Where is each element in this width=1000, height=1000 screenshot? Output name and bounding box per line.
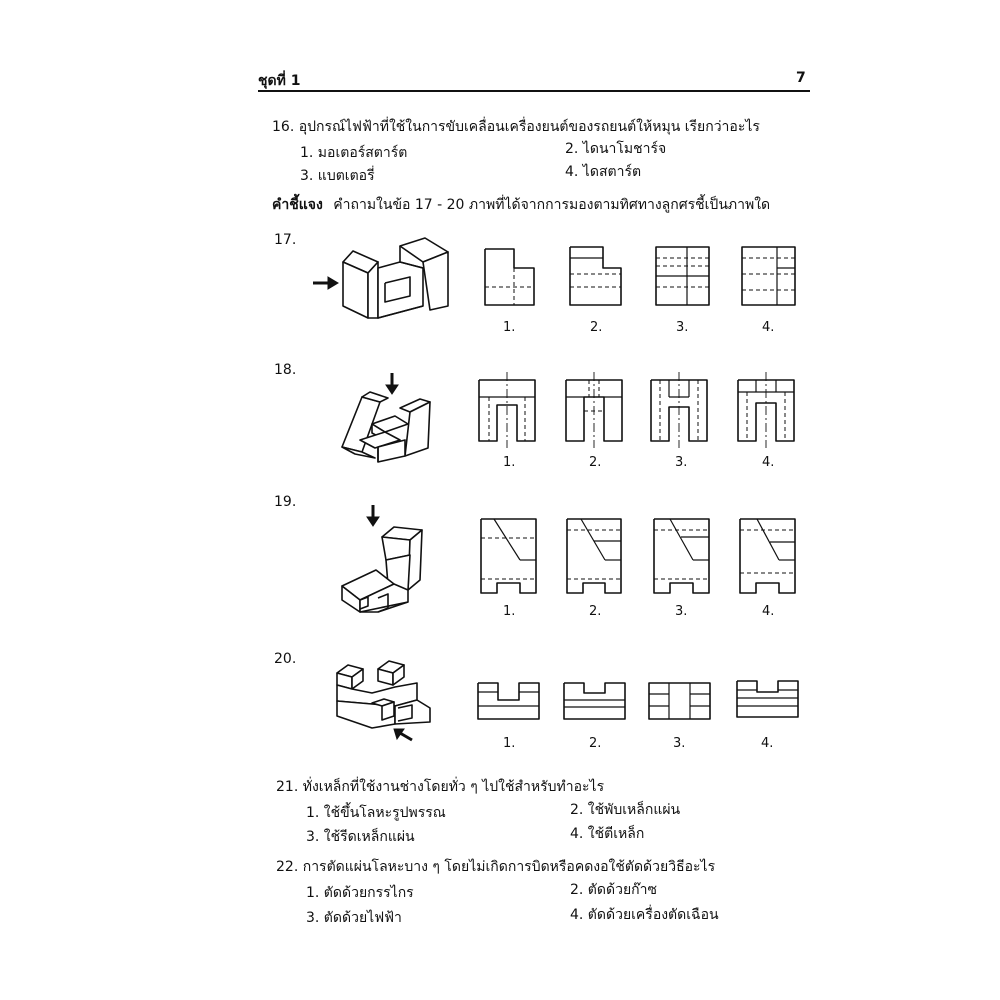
q18-choice-2: 2.: [589, 455, 602, 470]
q17-choice-4-drawing: [742, 247, 795, 305]
q19-choice-1: 1.: [503, 604, 516, 619]
q18-isometric-object: [342, 392, 430, 462]
q22-option-2: 2. ตัดด้วยก๊าซ: [570, 882, 657, 898]
q17-number: 17.: [274, 232, 297, 248]
q17-choice-1: 1.: [503, 320, 516, 335]
q21-option-4: 4. ใช้ตีเหล็ก: [570, 826, 645, 842]
q20-choice-2-drawing: [564, 683, 625, 719]
q19-choice-1-drawing: [481, 519, 536, 593]
q19-isometric-object: [342, 527, 422, 612]
q20-choice-4: 4.: [761, 736, 774, 751]
q18-choice-4: 4.: [762, 455, 775, 470]
q16-option-3: 3. แบตเตอรี่: [300, 168, 375, 184]
q21-stem: 21. ทั่งเหล็กที่ใช้งานช่างโดยทั่ว ๆ ไปใช้สำหรับทำอะไร: [276, 779, 605, 795]
q20-choice-3-drawing: [649, 683, 710, 719]
q19-number: 19.: [274, 494, 297, 510]
q17-choice-2: 2.: [590, 320, 603, 335]
arrow-down-icon: [386, 373, 398, 394]
q19-choice-3-drawing: [654, 519, 709, 593]
q17-choice-4: 4.: [762, 320, 775, 335]
q16-option-4: 4. ไดสตาร์ต: [565, 164, 642, 180]
q17-choice-2-drawing: [570, 247, 621, 305]
q16-option-2: 2. ไดนาโมชาร์จ: [565, 141, 667, 157]
q17-choice-3: 3.: [676, 320, 689, 335]
q21-option-3: 3. ใช้รีดเหล็กแผ่น: [306, 829, 415, 845]
q19-choice-3: 3.: [675, 604, 688, 619]
instruction-label: คำชี้แจง: [272, 197, 323, 213]
q20-isometric-object: [337, 661, 430, 728]
instruction-text: คำถามในข้อ 17 - 20 ภาพที่ได้จากการมองตามทิศทางลูกศรชี้เป็นภาพใด: [333, 197, 771, 213]
q19-choice-4-drawing: [740, 519, 795, 593]
q16-stem: 16. อุปกรณ์ไฟฟ้าที่ใช้ในการขับเคลื่อนเครื่องยนต์ของรถยนต์ให้หมุน เรียกว่าอะไร: [272, 119, 760, 135]
arrow-diagonal-icon: [394, 729, 412, 740]
q19-choice-2-drawing: [567, 519, 621, 593]
q16-option-1: 1. มอเตอร์สตาร์ต: [300, 145, 408, 161]
q21-option-2: 2. ใช้พับเหล็กแผ่น: [570, 802, 681, 818]
q19-choice-4: 4.: [762, 604, 775, 619]
set-label: ชุดที่ 1: [258, 73, 301, 89]
page-number: 7: [796, 70, 806, 86]
q20-choice-1: 1.: [503, 736, 516, 751]
q18-choice-4-drawing: [738, 372, 794, 448]
q17-isometric-object: [343, 238, 448, 318]
arrow-down-icon: [367, 505, 379, 526]
arrow-right-icon: [313, 277, 338, 289]
q18-choice-1: 1.: [503, 455, 516, 470]
q17-choice-3-drawing: [656, 247, 709, 305]
q18-choice-1-drawing: [479, 372, 535, 448]
q20-choice-2: 2.: [589, 736, 602, 751]
q22-stem: 22. การตัดแผ่นโลหะบาง ๆ โดยไม่เกิดการบิดหรือคดงอใช้ตัดด้วยวิธีอะไร: [276, 859, 716, 875]
q20-number: 20.: [274, 651, 297, 667]
q18-choice-3-drawing: [651, 372, 707, 448]
q18-choice-3: 3.: [675, 455, 688, 470]
q20-choice-3: 3.: [673, 736, 686, 751]
q22-option-1: 1. ตัดด้วยกรรไกร: [306, 885, 414, 901]
q18-number: 18.: [274, 362, 297, 378]
q21-option-1: 1. ใช้ขึ้นโลหะรูปพรรณ: [306, 805, 446, 821]
q18-choice-2-drawing: [566, 372, 622, 448]
q19-choice-2: 2.: [589, 604, 602, 619]
q22-option-3: 3. ตัดด้วยไฟฟ้า: [306, 910, 402, 926]
q17-choice-1-drawing: [485, 249, 534, 305]
q20-choice-1-drawing: [478, 683, 539, 719]
q22-option-4: 4. ตัดด้วยเครื่องตัดเฉือน: [570, 907, 719, 923]
q20-choice-4-drawing: [737, 681, 798, 717]
